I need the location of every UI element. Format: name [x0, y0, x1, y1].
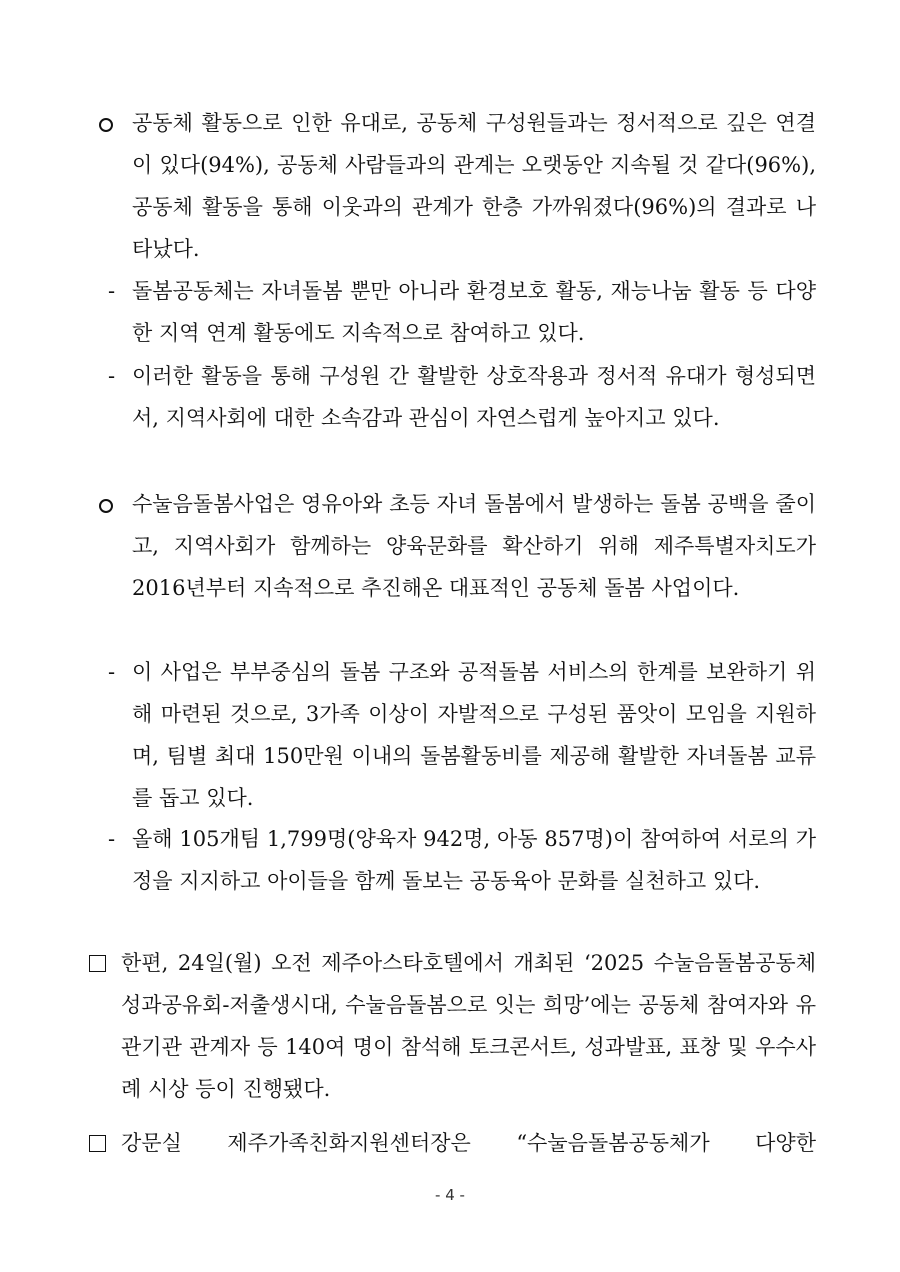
paragraph-circle-2: 수눌음돌봄사업은 영유아와 초등 자녀 돌봄에서 발생하는 돌봄 공백을 줄이고, 지역사회가 함께하는 양육문화를 확산하기 위해 제주특별자치도가 2016년부터 지속적으로 추진해온 대표적인 공동체 돌봄 사업이다.	[132, 492, 816, 600]
dash-bullet: -	[108, 279, 116, 303]
circle-bullet-icon	[99, 499, 113, 513]
paragraph-dash-1: 돌봄공동체는 자녀돌봄 뿐만 아니라 환경보호 활동, 재능나눔 활동 등 다양한 지역 연계 활동에도 지속적으로 참여하고 있다.	[132, 279, 816, 345]
dash-bullet: -	[108, 827, 116, 851]
paragraph-dash-4: 올해 105개팀 1,799명(양육자 942명, 아동 857명)이 참여하여 서로의 가정을 지지하고 아이들을 함께 돌보는 공동육아 문화를 실천하고 있다.	[132, 827, 816, 893]
paragraph-dash-3: 이 사업은 부부중심의 돌봄 구조와 공적돌봄 서비스의 한계를 보완하기 위해 마련된 것으로, 3가족 이상이 자발적으로 구성된 품앗이 모임을 지원하며, 팀별 최대 150만원 이내의 돌봄활동비를 제공해 활발한 자녀돌봄 교류를 돕고 있다.	[132, 660, 816, 810]
paragraph-square-1: 한편, 24일(월) 오전 제주아스타호텔에서 개최된 ‘2025 수눌음돌봄공동체 성과공유회-저출생시대, 수눌음돌봄으로 잇는 희망’에는 공동체 참여자와 유관기관 관계자 등 140여 명이 참석해 토크콘서트, 성과발표, 표창 및 우수사례 시상 등이 진행됐다.	[121, 951, 816, 1101]
paragraph-circle-1: 공동체 활동으로 인한 유대로, 공동체 구성원들과는 정서적으로 깊은 연결이 있다(94%), 공동체 사람들과의 관계는 오랫동안 지속될 것 같다(96%), 공동체 활동을 통해 이웃과의 관계가 한층 가까워졌다(96%)의 결과로 나타났다.	[132, 111, 816, 261]
paragraph-square-2: 강문실 제주가족친화지원센터장은 “수눌음돌봄공동체가 다양한	[121, 1131, 816, 1155]
dash-bullet: -	[108, 660, 116, 684]
dash-bullet: -	[108, 364, 116, 388]
square-bullet-icon	[89, 1135, 106, 1152]
paragraph-dash-2: 이러한 활동을 통해 구성원 간 활발한 상호작용과 정서적 유대가 형성되면서, 지역사회에 대한 소속감과 관심이 자연스럽게 높아지고 있다.	[132, 364, 816, 430]
square-bullet-icon	[89, 955, 106, 972]
page-number: - 4 -	[435, 1186, 465, 1204]
circle-bullet-icon	[99, 118, 113, 132]
